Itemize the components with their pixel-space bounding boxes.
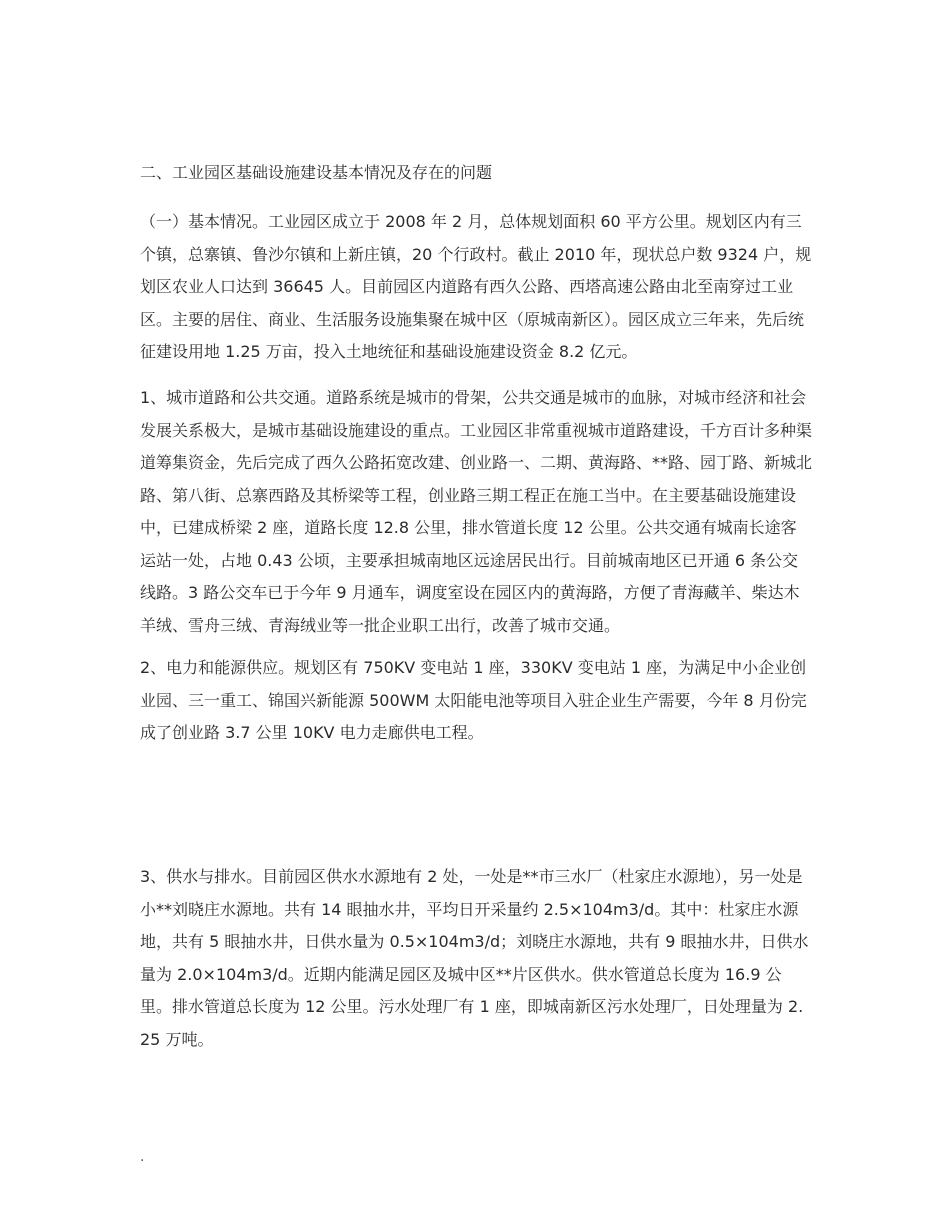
footer-mark: . (140, 1149, 145, 1165)
section-heading: 二、工业园区基础设施建设基本情况及存在的问题 (140, 163, 493, 182)
paragraph-roads-transport: 1、城市道路和公共交通。道路系统是城市的骨架，公共交通是城市的血脉，对城市经济和社会发展关系极大，是城市基础设施建设的重点。工业园区非常重视城市道路建设，千方百计多种渠道筹集资金，先后完成了西久公路拓宽改建、创业路一、二期、黄海路、**路、园丁路、新城北路、第八街、总寨西路及其桥梁等工程，创业路三期工程正在施工当中。在主要基础设施建设中，已建成桥梁 2 座，道路长度 12.8 公里，排水管道长度 12 公里。公共交通有城南长途客运站一处，占地 0.43 公顷，主要承担城南地区远途居民出行。目前城南地区已开通 6 条公交线路。3 路公交车已于今年 9 月通车，调度室设在园区内的黄海路，方便了青海藏羊、柴达木羊绒、雪舟三绒、青海绒业等一批企业职工出行，改善了城市交通。 (140, 388, 813, 635)
paragraph-power-energy: 2、电力和能源供应。规划区有 750KV 变电站 1 座，330KV 变电站 1 座，为满足中小企业创业园、三一重工、锦国兴新能源 500WM 太阳能电池等项目入驻企业生产需要，今年 8 月份完成了创业路 3.7 公里 10KV 电力走廊供电工程。 (140, 658, 807, 742)
paragraph-basic-situation: （一）基本情况。工业园区成立于 2008 年 2 月，总体规划面积 60 平方公里。规划区内有三个镇，总寨镇、鲁沙尔镇和上新庄镇，20 个行政村。截止 2010 年，现状总户数 9324 户，规划区农业人口达到 36645 人。目前园区内道路有西久公路、西塔高速公路由北至南穿过工业区。主要的居住、商业、生活服务设施集聚在城中区（原城南新区）。园区成立三年来，先后统征建设用地 1.25 万亩，投入土地统征和基础设施建设资金 8.2 亿元。 (140, 212, 812, 361)
paragraph-water-drainage: 3、供水与排水。目前园区供水水源地有 2 处，一处是**市三水厂（杜家庄水源地），另一处是小**刘晓庄水源地。共有 14 眼抽水井，平均日开采量约 2.5×104m3/d。其中：杜家庄水源地，共有 5 眼抽水井，日供水量为 0.5×104m3/d；刘晓庄水源地，共有 9 眼抽水井，日供水量为 2.0×104m3/d。近期内能满足园区及城中区**片区供水。供水管道总长度为 16.9 公里。排水管道总长度为 12 公里。污水处理厂有 1 座，即城南新区污水处理厂，日处理量为 2.25 万吨。 (140, 867, 809, 1049)
